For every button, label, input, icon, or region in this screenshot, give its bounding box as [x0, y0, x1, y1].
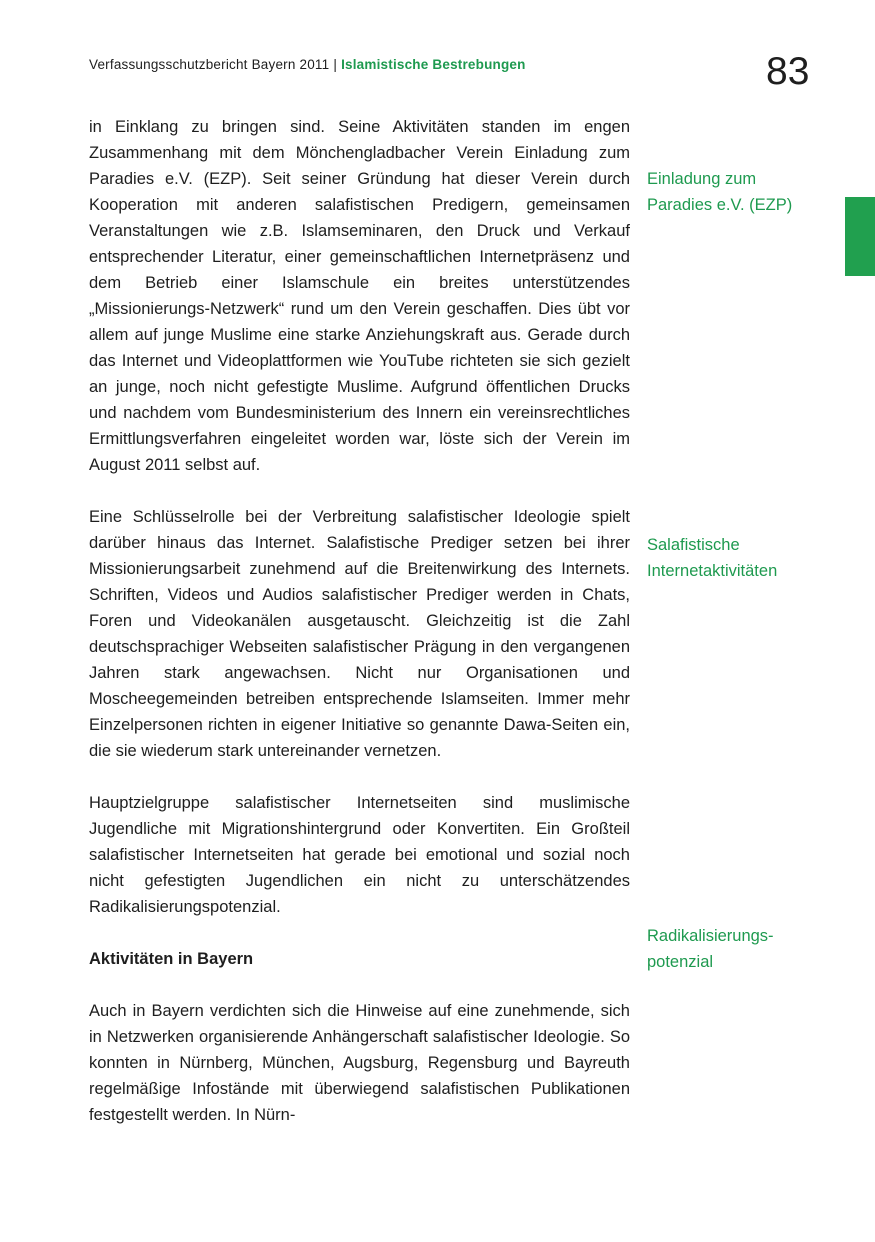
publication-title: Verfassungsschutzbericht Bayern 2011 [89, 57, 330, 72]
body-paragraph: in Einklang zu bringen sind. Seine Aktivitäten standen im engen Zusammenhang mit dem Mönchengladbacher Verein Einladung zum Paradies e.V. (EZP). Seit seiner Gründung hat dieser Verein durch Kooperation mit anderen salafistischen Predigern, gemeinsamen Veranstaltungen wie z.B. Islamseminaren, den Druck und Verkauf entsprechender Literatur, einer gemeinschaftlichen Internetpräsenz und dem Betrieb einer Islamschule ein breites unterstützendes „Missionierungs-Netzwerk“ rund um den Verein geschaffen. Dies übt vor allem auf junge Muslime eine starke Anziehungskraft aus. Gerade durch das Internet und Videoplattformen wie YouTube richteten sie sich gezielt an junge, noch nicht gefestigte Muslime. Aufgrund öffentlichen Drucks und nachdem vom Bundesministerium des Innern ein vereinsrechtliches Ermittlungsverfahren eingeleitet worden war, löste sich der Verein im August 2011 selbst auf. [89, 118, 630, 474]
marginal-note-line: Salafistische [647, 536, 740, 554]
chapter-thumb-tab [845, 197, 875, 276]
marginal-note [647, 923, 847, 975]
section-heading: Aktivitäten in Bayern [89, 950, 254, 968]
marginal-note-line: Internetaktivitäten [647, 562, 778, 580]
marginal-note [647, 532, 847, 584]
body-paragraph: Auch in Bayern verdichten sich die Hinweise auf eine zunehmende, sich in Netzwerken organisierende Anhängerschaft salafistischer Ideologie. So konnten in Nürnberg, München, Augsburg, Regensburg und Bayreuth regelmäßige Infostände mit überwiegend salafistischen Publikationen festgestellt werden. In Nürn- [89, 1002, 630, 1124]
marginal-note [647, 166, 847, 218]
running-head [89, 57, 526, 72]
marginal-note-line: Radikalisierungs- [647, 927, 774, 945]
marginal-note-line: Paradies e.V. (EZP) [647, 196, 793, 214]
page-number: 83 [766, 50, 810, 93]
marginal-note-line: potenzial [647, 953, 714, 971]
body-paragraph: Hauptzielgruppe salafistischer Internetseiten sind muslimische Jugendliche mit Migrationshintergrund oder Konvertiten. Ein Großteil salafistischer Internetseiten hat gerade bei emotional und sozial noch nicht gefestigten Jugendlichen ein nicht zu unterschätzendes Radikalisierungspotenzial. [89, 794, 630, 916]
body-paragraph: Eine Schlüsselrolle bei der Verbreitung salafistischer Ideologie spielt darüber hinaus das Internet. Salafistische Prediger setzen bei ihrer Missionierungsarbeit zunehmend auf die Breitenwirkung des Internets. Schriften, Videos und Audios salafistischer Prediger werden in Chats, Foren und Videokanälen ausgetauscht. Gleichzeitig ist die Zahl deutschsprachiger Webseiten salafistischer Prägung in den vergangenen Jahren stark angewachsen. Nicht nur Organisationen und Moscheegemeinden betreiben entsprechende Islamseiten. Immer mehr Einzelpersonen richten in eigener Initiative so genannte Dawa-Seiten ein, die sie wiederum stark untereinander vernetzen. [89, 508, 630, 760]
marginal-note-line: Einladung zum [647, 170, 757, 188]
section-title: Islamistische Bestrebungen [341, 57, 526, 72]
header-separator: | [333, 57, 338, 72]
body-column [89, 114, 630, 1128]
